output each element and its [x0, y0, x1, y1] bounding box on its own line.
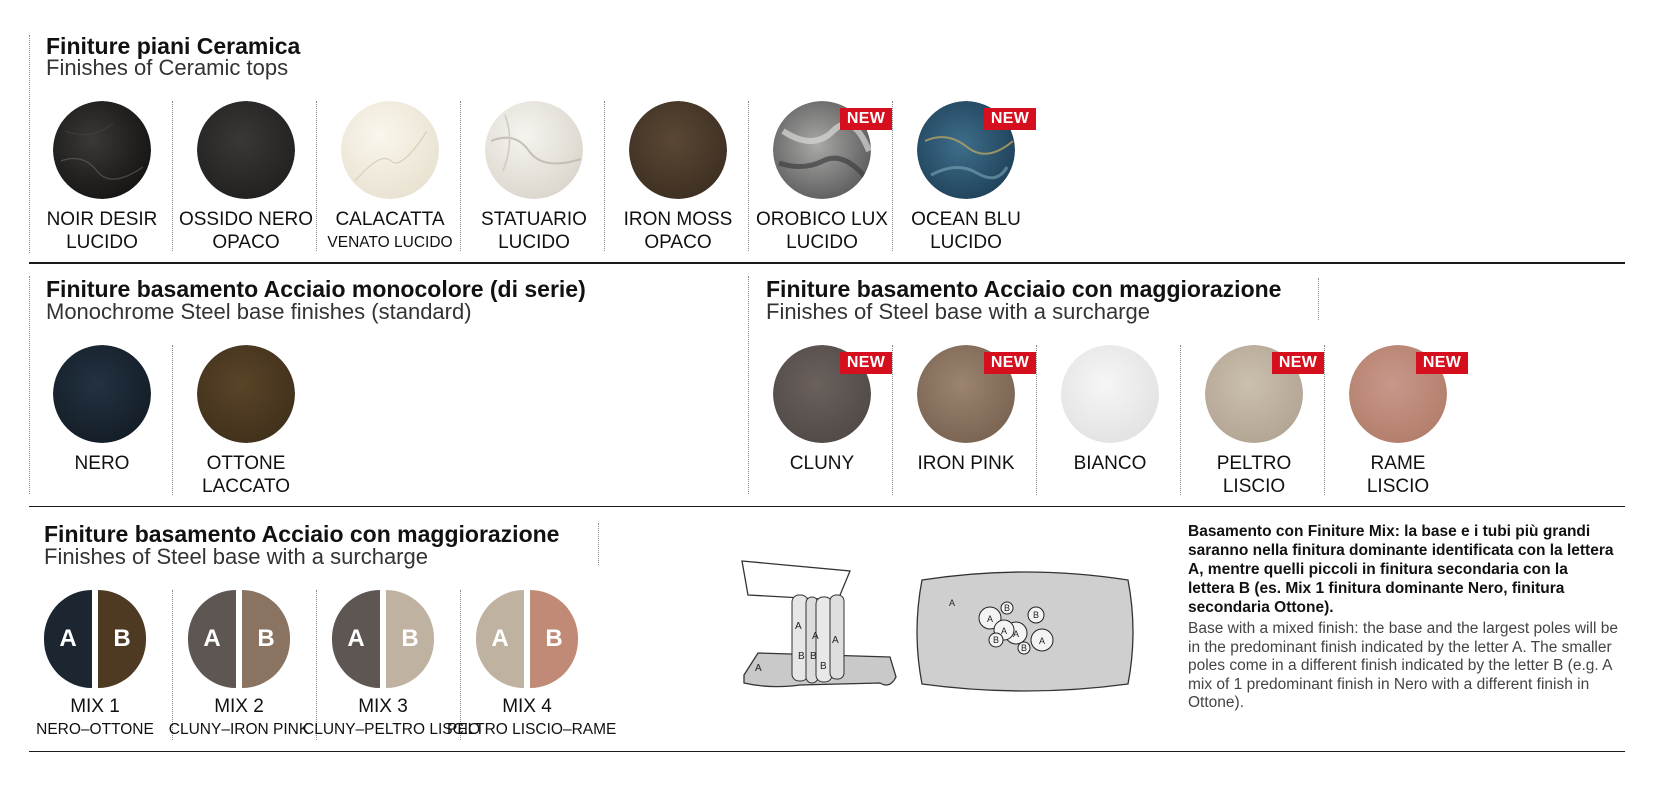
- diagram-letter: A: [1012, 629, 1020, 639]
- swatch-finish: VENATO LUCIDO: [327, 234, 453, 251]
- swatch-finish: LUCIDO: [930, 232, 1002, 253]
- title-border: [1318, 278, 1319, 320]
- mix-letter-b: B: [113, 625, 131, 652]
- mix-title: Finiture basamento Acciaio con maggiorazione: [44, 521, 560, 547]
- swatch-noir-desir: [32, 101, 172, 276]
- swatch-finish: OPACO: [644, 232, 712, 253]
- swatch-statuario: [464, 101, 604, 276]
- mono-title: Finiture basamento Acciaio monocolore (di serie): [46, 276, 586, 302]
- swatch-name: NOIR DESIR: [46, 209, 158, 230]
- mix-name: MIX 3: [358, 696, 408, 717]
- mix-swatch-1: [25, 590, 165, 750]
- diagram-letter: B: [810, 651, 817, 662]
- mix-letter-b: B: [401, 625, 419, 652]
- title-border: [598, 523, 599, 565]
- swatch-circle: [197, 345, 295, 443]
- mono-subtitle: Monochrome Steel base finishes (standard): [46, 299, 472, 324]
- new-badge: NEW: [984, 352, 1036, 374]
- swatch-circle: [1061, 345, 1159, 443]
- mix-combo: NERO–OTTONE: [36, 721, 154, 738]
- swatch-name: RAME: [1370, 453, 1426, 474]
- diagram-letter: A: [948, 598, 956, 608]
- mix-letter-a: A: [491, 625, 509, 652]
- diagram-letter: A: [795, 621, 802, 632]
- surcharge-subtitle: Finishes of Steel base with a surcharge: [766, 299, 1150, 324]
- mix-note-italian: Basamento con Finiture Mix: la base e i tubi più grandi saranno nella finitura dominante identificata con la lettera A, mentre quelli piccoli in finitura secondaria con la lettera B (es. Mix 1 finitura dominante Nero, finitura secondaria Ottone).: [1188, 523, 1614, 616]
- swatch-finish: LUCIDO: [66, 232, 138, 253]
- swatch-cluny: [752, 345, 892, 520]
- new-badge: NEW: [984, 108, 1036, 130]
- swatch-name: NERO: [74, 453, 130, 474]
- swatch-circle: [485, 101, 583, 199]
- swatch-peltro-liscio: [1184, 345, 1324, 520]
- swatch-name: OCEAN BLU: [911, 209, 1021, 230]
- swatch-iron-pink: [896, 345, 1036, 520]
- swatch-name: BIANCO: [1073, 453, 1147, 474]
- swatch-nero: [32, 345, 172, 520]
- diagram-letter: A: [755, 663, 762, 674]
- mix-name: MIX 1: [70, 696, 120, 717]
- section-divider: [29, 262, 1625, 264]
- mix-letter-a: A: [203, 625, 221, 652]
- mix-subtitle: Finishes of Steel base with a surcharge: [44, 544, 428, 569]
- new-badge: NEW: [1272, 352, 1324, 374]
- mix-letter-a: A: [59, 625, 77, 652]
- swatch-ottone-laccato: [176, 345, 316, 520]
- mix-swatch-2: [169, 590, 309, 750]
- swatch-circle: [53, 101, 151, 199]
- swatch-name: STATUARIO: [481, 209, 587, 230]
- swatch-finish: LUCIDO: [786, 232, 858, 253]
- swatch-circle: [197, 101, 295, 199]
- mix-letter-b: B: [545, 625, 563, 652]
- swatch-name: OTTONE: [206, 453, 286, 474]
- mix-name: MIX 2: [214, 696, 264, 717]
- mix-note-english: Base with a mixed finish: the base and the largest poles will be in the predominant finish indicated by the letter A. The smaller poles come in a different finish indicated by the letter B (e.g. A mix of 1 predominant finish in Nero with a different finish in Ottone).: [1188, 620, 1618, 711]
- new-badge: NEW: [840, 352, 892, 374]
- swatch-circle: [341, 101, 439, 199]
- diagram-letter: A: [1038, 636, 1046, 646]
- diagram-letter: B: [1020, 643, 1028, 653]
- swatch-ossido-nero: [176, 101, 316, 276]
- swatch-bianco: [1040, 345, 1180, 520]
- swatch-name: PELTRO: [1216, 453, 1292, 474]
- surcharge-title: Finiture basamento Acciaio con maggiorazione: [766, 276, 1282, 302]
- mix-combo: CLUNY–PELTRO LISCIO: [303, 721, 481, 738]
- base-top-diagram: [914, 570, 1136, 694]
- mix-swatch-3: [303, 590, 481, 750]
- base-side-diagram: [740, 555, 900, 695]
- new-badge: NEW: [840, 108, 892, 130]
- ceramic-subtitle: Finishes of Ceramic tops: [46, 55, 289, 80]
- ceramic-title: Finiture piani Ceramica: [46, 33, 301, 59]
- swatch-finish: LACCATO: [202, 476, 290, 497]
- new-badge: NEW: [1416, 352, 1468, 374]
- diagram-letter: B: [820, 661, 827, 672]
- mix-combo: CLUNY–IRON PINK: [168, 721, 310, 738]
- swatch-name: OSSIDO NERO: [178, 209, 314, 230]
- swatch-circle: [629, 101, 727, 199]
- mix-letter-a: A: [347, 625, 365, 652]
- bottom-divider: [29, 751, 1625, 752]
- swatch-iron-moss: [608, 101, 748, 276]
- mix-letter-b: B: [257, 625, 275, 652]
- swatch-name: CALACATTA: [335, 209, 445, 230]
- swatch-circle: [53, 345, 151, 443]
- diagram-letter: B: [992, 635, 1000, 645]
- diagram-letter: B: [1003, 603, 1011, 613]
- diagram-letter: B: [1032, 610, 1040, 620]
- swatch-rame-liscio: [1328, 345, 1468, 520]
- swatch-name: IRON MOSS: [623, 209, 733, 230]
- diagram-letter: A: [812, 631, 819, 642]
- diagram-letter: A: [986, 614, 994, 624]
- diagram-letter: B: [798, 651, 805, 662]
- diagram-letter: A: [1000, 626, 1008, 636]
- mix-swatch-4: [447, 590, 617, 750]
- diagram-letter: A: [832, 635, 839, 646]
- swatch-finish: LUCIDO: [498, 232, 570, 253]
- swatch-name: IRON PINK: [917, 453, 1015, 474]
- swatch-name: OROBICO LUX: [756, 209, 888, 230]
- swatch-finish: LISCIO: [1222, 476, 1286, 497]
- swatch-orobico-lux: [752, 101, 892, 276]
- mix-combo: PELTRO LISCIO–RAME: [447, 721, 617, 738]
- section-divider: [29, 506, 1625, 507]
- swatch-name: CLUNY: [789, 453, 855, 474]
- swatch-calacatta: [320, 101, 460, 276]
- swatch-ocean-blu: [896, 101, 1036, 276]
- swatch-finish: OPACO: [212, 232, 280, 253]
- mix-name: MIX 4: [502, 696, 552, 717]
- swatch-finish: LISCIO: [1366, 476, 1430, 497]
